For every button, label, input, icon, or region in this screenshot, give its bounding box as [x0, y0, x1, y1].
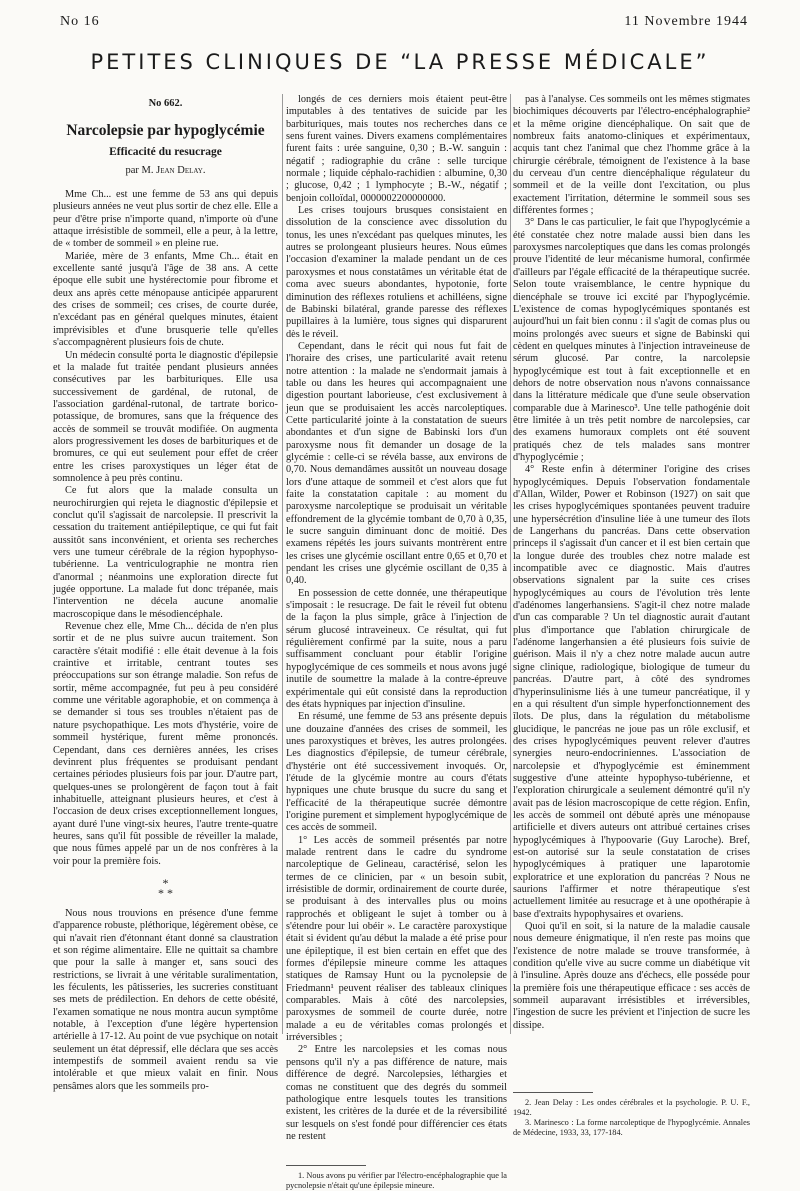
- paragraph: 3° Dans le cas particulier, le fait que l'hypoglycémie a été constatée chez notre malade aussi bien dans les paroxysmes narcoleptiques que dans les comas prolongés prouve l'identité de leur mécanisme humoral, confirmée d'ailleurs par l'égale efficacité de la thérapeutique sucrée. Selon toute vraisemblance, le centre hypnique du diencéphale se trouve ici excité par l'hypoglycémie. L'existence de comas hypoglycémiques spontanés est aujourd'hui un fait bien connu : il s'agit de comas plus ou moins prolongés avec sueurs et signe de Babinski qui cèdent en quelques minutes à l'injection intraveineuse de sérum glucosé. Par contre, la narcolepsie hypoglycémique est tout à fait exceptionnelle et en dehors de notre observation nous n'avons connaissance dans la littérature médicale que d'une seule observation comparable due à Marinesco³. Une telle pathogénie doit être limitée à un très petit nombre de narcolepsies, car des examens humoraux complets ont été souvent pratiqués chez de tels malades sans montrer d'hypoglycémie ;: [513, 217, 750, 463]
- footnote-rule: [513, 1092, 593, 1093]
- paragraph: Quoi qu'il en soit, si la nature de la maladie causale nous demeure énigmatique, il n'en reste pas moins que l'existence de notre malade se trouve transformée, à condition qu'elle vive au sucre comme un diabétique vit à l'insuline. Après douze ans d'échecs, elle posséde pour la première fois une thérapeutique efficace : ses accès de sommeil auparavant irrésistibles et irréversibles, l'ingestion de sucre les prévient et l'injection de sucre les dissipe.: [513, 921, 750, 1031]
- footnote: 1. Nous avons pu vérifier par l'électro-encéphalographie que la pycnolepsie n'était qu'une épilepsie mineure.: [286, 1171, 507, 1191]
- article-title: Narcolepsie par hypoglycémie: [66, 122, 265, 140]
- paragraph: 4° Reste enfin à déterminer l'origine des crises hypoglycémiques. Depuis l'observation fondamentale d'Allan, Wilder, Power et Robinson (1927) on sait que les crises hypoglycémiques spontanées peuvent traduire une hypersécrétion d'insuline liée à une tumeur des îlots de Langerhans du pancréas. Dans cette observation princeps il s'agissait d'un cancer et il est bien certain que la longue durée des troubles chez notre malade est incompatible avec ce diagnostic. Mais d'autres observations signalent par la suite ces crises hypoglycémiques au cours de l'évolution très lente d'adénomes langerhansiens. S'agit-il chez notre malade d'un cas comparable ? Un tel diagnostic aurait d'autant plus d'importance que l'ablation chirurgicale de l'adénome langerhansien a été plusieurs fois suivie de guérison. Mais il n'y a chez notre malade aucun autre signe clinique, radiologique, biologique de tumeur du pancréas. D'autre part, à côté des syndromes d'hyperinsulinisme liés à une tumeur pancréatique, il y en a qui résultent d'un simple hyperfonctionnement des îlots. De plus, dans la régulation du métabolisme glucidique, le pancréas ne joue pas un rôle exclusif, et des crises hypoglycémiques peuvent relever d'autres synergies neuro-endocriniennes. L'association de narcolepsie et d'hypoglycémie est éminemment suggestive d'une atteinte hypophyso-tubérienne, et l'exploration chirurgicale a seulement démontré qu'il n'y avait pas de lésion macroscopique de cette région. Enfin, les accès de sommeil ont débuté après une ménopause artificielle et divers auteurs ont attribué certaines crises hypoglycémiques à l'hypoovarie (Guy Laroche). Bref, est-on autorisé sur la seule constatation de crises hypoglycémiques à pratiquer une laparotomie exploratrice et une exploration du pancréas ? Nous ne saurions l'affirmer et notre thérapeutique s'est actuellement limitée au resucrage et à une opothérapie à base d'extraits hypophysaires et ovariens.: [513, 464, 750, 920]
- column-1-body: [53, 189, 278, 868]
- author-name: Jean Delay: [156, 164, 203, 176]
- paragraph: Mariée, mère de 3 enfants, Mme Ch... était en excellente santé jusqu'à l'âge de 38 ans. A cette époque elle subit une hystérectomie pour fibrome et deux ans après cette ménopause anticipée apparurent des crises de sommeil; ces crises, de courte durée, n'excédant pas en général quelques minutes, étaient imprévisibles et d'une brusquerie telle qu'elles s'accompagnèrent plusieurs fois de chute.: [53, 250, 278, 349]
- column-rule: [282, 94, 283, 1034]
- paragraph: pas à l'analyse. Ces sommeils ont les mêmes stigmates biochimiques découverts par l'électro-encéphalographie² et la même origine diencéphalique. On sait que de nombreux faits anatomo-cliniques et expérimentaux, acquis tant chez l'animal que chez l'homme grâce à la chirurgie cérébrale, témoignent de l'existence à la base du cerveau d'un centre diencéphalique régulateur du sommeil et de la veille dont l'excitation, ou plus exactement l'irritation, détermine le sommeil sous ses différentes formes ;: [513, 94, 750, 217]
- section-stars: * * *: [158, 875, 173, 900]
- article-author: par M. Jean Delay.: [125, 164, 206, 176]
- paragraph: Ce fut alors que la malade consulta un neurochirurgien qui rejeta le diagnostic d'épilepsie et conclut qu'il s'agissait de narcolepsie. Il prescrivit la cessation du traitement antiépileptique, ce qui fut fait aussitôt sans inconvénient, et orienta ses recherches vers une tumeur cérébrale de la région hypophyso-tubérienne. La ventriculographie ne montra rien d'anormal ; néanmoins une exploration directe fut jugée opportune. La malade fut donc trépanée, mais l'intervention ne décela aucune anomalie macroscopique dans le mésodiencéphale.: [53, 485, 278, 620]
- paragraph: Mme Ch... est une femme de 53 ans qui depuis plusieurs années ne veut plus sortir de chez elle. Elle a peur d'être prise n'importe quand, n'importe où d'une attaque irrésistible de sommeil, elle a peur, à la lettre, de « tomber de sommeil » en pleine rue.: [53, 189, 278, 250]
- column-3-body: [513, 94, 750, 1032]
- paragraph: 1° Les accès de sommeil présentés par notre malade rentrent dans le cadre du syndrome narcoleptique de Gelineau, caractérisé, selon les termes de ce clinicien, par « un besoin subit, irrésistible de dormir, ordinairement de courte durée, se produisant à des intervalles plus ou moins rapprochés et obligeant le sujet à tomber ou à s'étendre pour lui obéir ». Le caractère paroxystique était si évident qu'au début la malade a été prise pour une épileptique, il est bien certain en effet que des formes d'épilepsie mineure comme les attaques statiques de Ramsay Hunt ou la pycnolepsie de Friedmann¹ peuvent réaliser des tableaux cliniques comparables. Mais à côté des narcolepsies, paroxysmes de sommeil de courte durée, notre malade a eu de véritables comas prolongés et irréversibles ;: [286, 834, 507, 1044]
- footnote: 2. Jean Delay : Les ondes cérébrales et la psychologie. P. U. F., 1942.: [513, 1098, 750, 1118]
- paragraph: En possession de cette donnée, une thérapeutique s'imposait : le resucrage. De fait le réveil fut obtenu de la façon la plus simple, grâce à l'injection de sérum glucosé intraveineux. Ce résultat, qui fut régulièrement confirmé par la suite, nous a paru suffisamment concluant pour établir l'origine hypoglycémique de ces sommeils et nous avons jugé inutile de soumettre la malade à la contre-épreuve expérimentale qui eût consisté dans la reproduction des états hypniques par injection d'insuline.: [286, 587, 507, 710]
- issue-number: No 16: [60, 14, 100, 29]
- masthead: PETITES CLINIQUES DE “LA PRESSE MÉDICALE”: [90, 50, 710, 74]
- column-1: [53, 94, 278, 1093]
- paragraph: Cependant, dans le récit qui nous fut fait de l'horaire des crises, une particularité avait retenu notre attention : la malade ne s'endormait jamais à table ou dans les heures qui accompagnaient une digestion pourtant laborieuse, c'est exclusivement à jeun que se produisaient les accès narcoleptiques. Cette particularité jointe à la constatation de sueurs abondantes et d'un signe de Babinski lors d'un paroxysme nous fit demander un dosage de la glycémie : celle-ci se révéla basse, aux environs de 0,70. Nous demandâmes aussitôt un nouveau dosage lors d'une attaque de sommeil et c'est alors que fut faite la constatation capitale : au moment du paroxysme narcoleptique se produisait un véritable effondrement de la glycémie tombant de 0,70 à 0,35, le sucre sanguin diminuant donc de moitié. Des examens répétés les jours suivants montrèrent entre les crises une glycémie oscillant entre 0,65 et 0,70 et pendant les crises une glycémie oscillant de 0,35 à 0,40.: [286, 340, 507, 587]
- article-subtitle: Efficacité du resucrage: [109, 146, 222, 159]
- paragraph: 2° Entre les narcolepsies et les comas nous pensons qu'il n'y a pas différence de nature, mais différence de degré. Narcolepsies, léthargies et comas ne constituent que des degrés du sommeil pathologique entre lesquels toutes les transitions existent, les critères de la durée et de la réversibilité sur lesquels on s'est fondé pour différencier ces états ne restent: [286, 1044, 507, 1142]
- paragraph: Les crises toujours brusques consistaient en dissolution de la conscience avec dissolution du tonus, les unes n'excédant pas quelques minutes, les autres se prolongeant plusieurs heures. Nous eûmes l'occasion d'examiner la malade pendant un de ces paroxysmes et nous constatâmes un véritable état de coma avec sueurs abondantes, hypotonie, forte diminution des réflexes rotuliens et achilléens, signe de Babinski bilatéral, grande paresse des réflexes pupillaires à la lumière, tous signes qui disparurent dès le réveil.: [286, 205, 507, 340]
- column-rule: [510, 94, 511, 1034]
- paragraph: Nous nous trouvions en présence d'une femme d'apparence robuste, pléthorique, légèrement obèse, ce qui n'avait rien d'étonnant étant donné sa claustration et son régime alimentaire. Elle ne quittait sa chambre que pour la salle à manger et, sans souci des restrictions, se livrait à une véritable suralimentation, les féculents, les pâtisseries, les sucreries constituant ses mets de prédilection. En dehors de cette obésité, l'examen somatique ne nous montra aucun symptôme notable, à l'exception d'une légère hypertension artérielle à 17-12. Au point de vue psychique on notait seulement un état dépressif, elle déclara que ses accès intempestifs de sommeil avaient rendu sa vie intolérable et que mieux valait en finir. Nous pensâmes alors que les sommeils pro-: [53, 907, 278, 1092]
- footnote-rule: [286, 1165, 366, 1166]
- column-3: [513, 94, 750, 1138]
- issue-date: 11 Novembre 1944: [624, 14, 748, 29]
- article-number: No 662.: [148, 98, 183, 109]
- paragraph: longés de ces derniers mois étaient peut-être imputables à des tentatives de suicide par les barbituriques, mais toutes nos recherches dans ce sens furent vaines. Divers examens complémentaires furent faits : urée sanguine, 0,30 ; B.-W. sanguin : négatif ; radiographie du crâne : selle turcique normale ; liquide céphalo-rachidien : albumine, 0,30 ; glucose, 0,42 ; 1 lymphocyte ; B.-W., négatif ; benjoin colloïdal, 0000002200000000.: [286, 94, 507, 204]
- footnotes-column-3: [513, 1092, 750, 1138]
- footnote: 3. Marinesco : La forme narcoleptique de l'hypoglycémie. Annales de Médecine, 1933, 33, 177-184.: [513, 1118, 750, 1138]
- paragraph: Un médecin consulté porta le diagnostic d'épilepsie et la malade fut traitée pendant plusieurs années consécutives par les barbituriques. Elle usa successivement de gardénal, de rutonal, de l'association gardénal-rutonal, de tartrate borico-potassique, de bromures, sans que la fréquence des accès de sommeil se trouvât modifiée. On augmenta alors progressivement les doses de barbituriques et de bromures, ce qui eut seulement pour effet de créer entre les crises paroxystiques un léger état de somnolence à peu près continu.: [53, 349, 278, 484]
- paragraph: En résumé, une femme de 53 ans présente depuis une douzaine d'années des crises de sommeil, les unes paroxystiques et brèves, les autres prolongées. Les diagnostics d'épilepsie, de tumeur cérébrale, d'hystérie ont été successivement invoqués. Or, l'étude de la glycémie montre au cours d'états hypniques une chute brusque du sucre du sang et l'efficacité de la thérapeutique sucrée démontre l'origine purement et simplement hypoglycémique de ces accès de sommeil.: [286, 711, 507, 834]
- column-2: [286, 94, 507, 1191]
- page-header: [60, 12, 748, 36]
- paragraph: Revenue chez elle, Mme Ch... décida de n'en plus sortir et de ne plus suivre aucun traitement. Son caractère s'était modifié : elle était devenue à la fois craintive et irritable, centrant toutes ses préoccupations sur son étrange maladie. Son refus de sortir, même accompagnée, fut peu à peu considéré comme une véritable agoraphobie, et on commença à se demander si tous ses troubles n'étaient pas de nature psychopathique. Les mots d'hystérie, voire de sommeil hystérique, furent même prononcés. Cependant, dans ces dernières années, les crises devinrent plus fréquentes se produisant pendant certaines périodes plusieurs fois par jour. D'autre part, quelques-unes se prolongèrent de façon tout à fait inhabituelle, atteignant plusieurs heures, et c'est à l'occasion de deux crises exceptionnellement longues, ayant duré l'une vingt-six heures, l'autre trente-quatre heures, sans qu'il fût possible de réveiller la malade, que nous fûmes appelé par un de nos confrères à la voir pour la première fois.: [53, 621, 278, 867]
- column-2-body: [286, 94, 507, 1143]
- footnotes-column-2: [286, 1165, 507, 1191]
- column-1-body-continued: [53, 908, 278, 1093]
